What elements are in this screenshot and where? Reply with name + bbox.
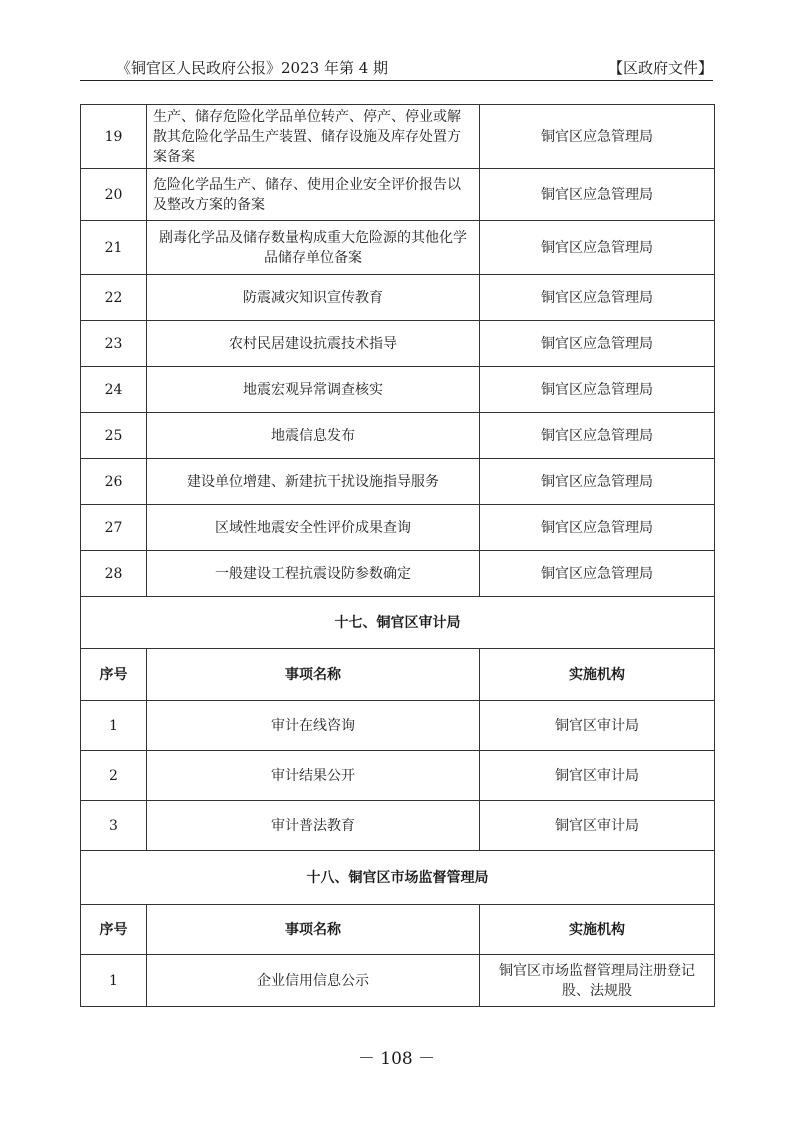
table-row <box>81 551 715 597</box>
table-row <box>81 413 715 459</box>
table-header-row <box>81 905 715 955</box>
item-name: 审计结果公开 <box>147 751 480 801</box>
item-org: 铜官区应急管理局 <box>480 459 715 505</box>
table-row <box>81 367 715 413</box>
item-org: 铜官区应急管理局 <box>480 321 715 367</box>
table-row <box>81 105 715 169</box>
row-number: 26 <box>81 459 147 505</box>
item-org: 铜官区应急管理局 <box>480 505 715 551</box>
item-name: 审计普法教育 <box>147 801 480 851</box>
item-name: 危险化学品生产、储存、使用企业安全评价报告以及整改方案的备案 <box>147 169 480 221</box>
section-title: 十七、铜官区审计局 <box>81 597 715 649</box>
row-number: 19 <box>81 105 147 169</box>
section-heading-market-supervision <box>81 851 715 905</box>
item-org: 铜官区应急管理局 <box>480 367 715 413</box>
header-number: 序号 <box>81 649 147 701</box>
document-category: 【区政府文件】 <box>607 59 713 77</box>
item-name: 农村民居建设抗震技术指导 <box>147 321 480 367</box>
row-number: 22 <box>81 275 147 321</box>
bulletin-title: 《铜官区人民政府公报》2023 年第 4 期 <box>116 59 389 77</box>
row-number: 25 <box>81 413 147 459</box>
row-number: 2 <box>81 751 147 801</box>
table-row <box>81 701 715 751</box>
item-org: 铜官区应急管理局 <box>480 413 715 459</box>
item-name: 区域性地震安全性评价成果查询 <box>147 505 480 551</box>
table-row <box>81 955 715 1007</box>
item-org: 铜官区应急管理局 <box>480 169 715 221</box>
table-row <box>81 505 715 551</box>
row-number: 27 <box>81 505 147 551</box>
item-org: 铜官区应急管理局 <box>480 105 715 169</box>
item-org: 铜官区审计局 <box>480 801 715 851</box>
table-row <box>81 459 715 505</box>
row-number: 28 <box>81 551 147 597</box>
row-number: 20 <box>81 169 147 221</box>
item-name: 企业信用信息公示 <box>147 955 480 1007</box>
item-org: 铜官区应急管理局 <box>480 275 715 321</box>
header-item-name: 事项名称 <box>147 905 480 955</box>
item-org: 铜官区市场监督管理局注册登记股、法规股 <box>480 955 715 1007</box>
header-org: 实施机构 <box>480 905 715 955</box>
table-row <box>81 751 715 801</box>
row-number: 1 <box>81 701 147 751</box>
item-name: 生产、储存危险化学品单位转产、停产、停业或解散其危险化学品生产装置、储存设施及库存处置方案备案 <box>147 105 480 169</box>
row-number: 3 <box>81 801 147 851</box>
service-items-table <box>80 104 715 1007</box>
item-org: 铜官区审计局 <box>480 751 715 801</box>
row-number: 21 <box>81 221 147 275</box>
item-name: 建设单位增建、新建抗干扰设施指导服务 <box>147 459 480 505</box>
row-number: 23 <box>81 321 147 367</box>
table-row <box>81 275 715 321</box>
page-number: － 108 － <box>357 1049 436 1069</box>
item-name: 防震减灾知识宣传教育 <box>147 275 480 321</box>
item-name: 地震信息发布 <box>147 413 480 459</box>
header-number: 序号 <box>81 905 147 955</box>
table-row <box>81 321 715 367</box>
row-number: 1 <box>81 955 147 1007</box>
table-row <box>81 221 715 275</box>
table-row <box>81 169 715 221</box>
item-name: 审计在线咨询 <box>147 701 480 751</box>
item-org: 铜官区应急管理局 <box>480 551 715 597</box>
section-heading-audit <box>81 597 715 649</box>
item-name: 剧毒化学品及储存数量构成重大危险源的其他化学品储存单位备案 <box>147 221 480 275</box>
row-number: 24 <box>81 367 147 413</box>
header-org: 实施机构 <box>480 649 715 701</box>
header-item-name: 事项名称 <box>147 649 480 701</box>
item-org: 铜官区审计局 <box>480 701 715 751</box>
page-header <box>80 58 713 81</box>
item-name: 一般建设工程抗震设防参数确定 <box>147 551 480 597</box>
table-header-row <box>81 649 715 701</box>
item-name: 地震宏观异常调查核实 <box>147 367 480 413</box>
section-title: 十八、铜官区市场监督管理局 <box>81 851 715 905</box>
table-row <box>81 801 715 851</box>
item-org: 铜官区应急管理局 <box>480 221 715 275</box>
